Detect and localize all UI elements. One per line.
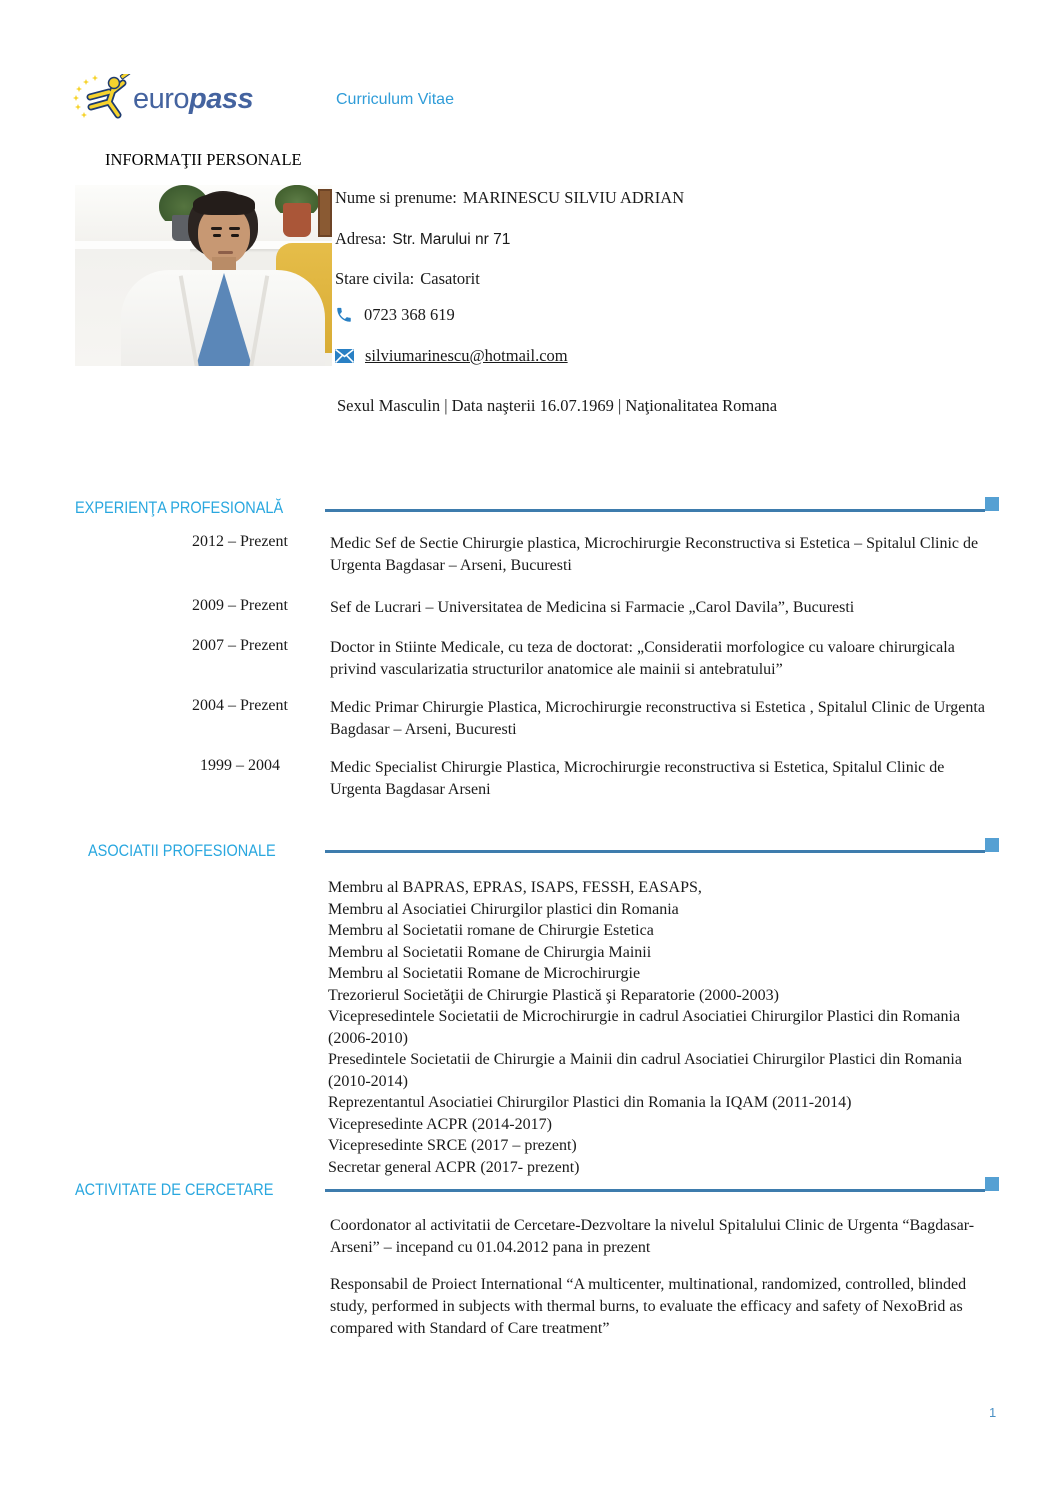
- association-item: Membru al Societatii Romane de Chirurgia Mainii: [328, 943, 652, 961]
- experience-period: 1999 – 2004: [200, 757, 280, 774]
- association-item: Vicepresedinte ACPR (2014-2017): [328, 1115, 552, 1133]
- page-number: 1: [989, 1405, 997, 1420]
- experience-description: Medic Primar Chirurgie Plastica, Microchirurgie reconstructiva si Estetica , Spitalul Clinic de Urgenta Bagdasar – Arseni, Bucuresti: [330, 699, 985, 738]
- association-item: Membru al Societatii Romane de Microchirurgie: [328, 965, 641, 982]
- europass-logo: [73, 74, 253, 124]
- europass-star-figure-icon: [73, 74, 131, 124]
- experience-period: 2004 – Prezent: [192, 697, 288, 714]
- photo-pot: [283, 203, 311, 237]
- photo-person-brow: [211, 227, 222, 230]
- research-paragraph: Responsabil de Proiect International “A multicenter, multinational, randomized, controlled, blinded study, performed in subjects with thermal burns, to evaluate the efficacy and safety of NexoBrid as compared with Standard of Care treatment”: [330, 1276, 967, 1337]
- email-row: [335, 346, 568, 366]
- experience-period: 2009 – Prezent: [192, 597, 288, 614]
- research-paragraph: Coordonator al activitatii de Cercetare-Dezvoltare la nivelul Spitalului Clinic de Urgenta “Bagdasar-Arseni” – incepand cu 01.04.2012 pana in prezent: [330, 1217, 975, 1256]
- association-item: Secretar general ACPR (2017- prezent): [328, 1158, 580, 1176]
- photo-person-mouth: [218, 251, 233, 254]
- section-divider-line: [325, 509, 985, 512]
- photo-person-eye: [213, 234, 221, 237]
- experience-description: Medic Specialist Chirurgie Plastica, Microchirurgie reconstructiva si Estetica, Spitalul Clinic de Urgenta Bagdasar Arseni: [330, 759, 945, 798]
- research-section-title: ACTIVITATE DE CERCETARE: [75, 1181, 274, 1199]
- address-value: Str. Marului nr 71: [392, 231, 511, 248]
- photo-person-eye: [231, 234, 239, 237]
- demographics-line: Sexul Masculin | Data naşterii 16.07.1969 | Naţionalitatea Romana: [337, 396, 778, 415]
- logo-euro-text: euro: [133, 82, 190, 115]
- marital-row: [335, 269, 480, 289]
- address-label: Adresa:: [335, 229, 387, 248]
- experience-period: 2012 – Prezent: [192, 533, 288, 550]
- association-item: Membru al BAPRAS, EPRAS, ISAPS, FESSH, EASAPS,: [328, 879, 702, 896]
- section-divider-line: [325, 850, 985, 853]
- section-divider-square: [985, 1177, 999, 1191]
- section-divider-square: [985, 838, 999, 852]
- association-item: Membru al Societatii romane de Chirurgie Estetica: [328, 922, 654, 939]
- mail-icon: [335, 349, 354, 363]
- profile-photo: [75, 185, 332, 366]
- section-divider-line: [325, 1189, 985, 1192]
- name-row: [335, 188, 684, 208]
- logo-pass-text: pass: [189, 82, 254, 115]
- marital-label: Stare civila:: [335, 269, 415, 288]
- phone-row: [335, 305, 455, 325]
- association-item: Vicepresedintele Societatii de Microchirurgie in cadrul Asociatiei Chirurgilor Plastici din Romania (2006-2010): [328, 1008, 961, 1047]
- experience-description: Sef de Lucrari – Universitatea de Medicina si Farmacie „Carol Davila”, Bucuresti: [330, 599, 855, 616]
- name-value: MARINESCU SILVIU ADRIAN: [462, 188, 685, 207]
- association-item: Vicepresedinte SRCE (2017 – prezent): [328, 1137, 577, 1154]
- name-label: Nume si prenume:: [335, 188, 457, 207]
- associations-list: [328, 877, 1000, 1178]
- personal-section-title: INFORMAŢII PERSONALE: [105, 150, 302, 169]
- phone-value: 0723 368 619: [364, 305, 455, 324]
- association-item: Reprezentantul Asociatiei Chirurgilor Plastici din Romania la IQAM (2011-2014): [328, 1094, 852, 1111]
- photo-person-hair: [193, 193, 255, 215]
- experience-section-title: EXPERIENŢA PROFESIONALĂ: [75, 499, 284, 517]
- marital-value: Casatorit: [420, 269, 480, 288]
- photo-picture-frame: [318, 189, 332, 237]
- email-link[interactable]: silviumarinescu@hotmail.com: [365, 346, 568, 365]
- photo-person-brow: [229, 227, 240, 230]
- experience-description: Doctor in Stiinte Medicale, cu teza de doctorat: „Consideratii morfologice cu valoare chirurgicala privind vascularizatia structurilor anatomice ale mainii si antebratului”: [330, 639, 955, 678]
- address-row: [335, 229, 510, 249]
- experience-period: 2007 – Prezent: [192, 637, 288, 654]
- section-divider-square: [985, 497, 999, 511]
- association-item: Presedintele Societatii de Chirurgie a Mainii din cadrul Asociatiei Chirurgilor Plastici din Romania (2010-2014): [328, 1051, 962, 1090]
- europass-wordmark: [133, 83, 253, 116]
- phone-icon: [335, 306, 353, 324]
- association-item: Membru al Asociatiei Chirurgilor plastici din Romania: [328, 900, 679, 918]
- experience-description: Medic Sef de Sectie Chirurgie plastica, Microchirurgie Reconstructiva si Estetica – Spitalul Clinic de Urgenta Bagdasar – Arseni, Bucuresti: [330, 535, 979, 574]
- associations-section-title: ASOCIATII PROFESIONALE: [88, 842, 276, 860]
- document-title: Curriculum Vitae: [336, 91, 454, 108]
- association-item: Trezorierul Societăţii de Chirurgie Plastică şi Reparatorie (2000-2003): [328, 986, 779, 1004]
